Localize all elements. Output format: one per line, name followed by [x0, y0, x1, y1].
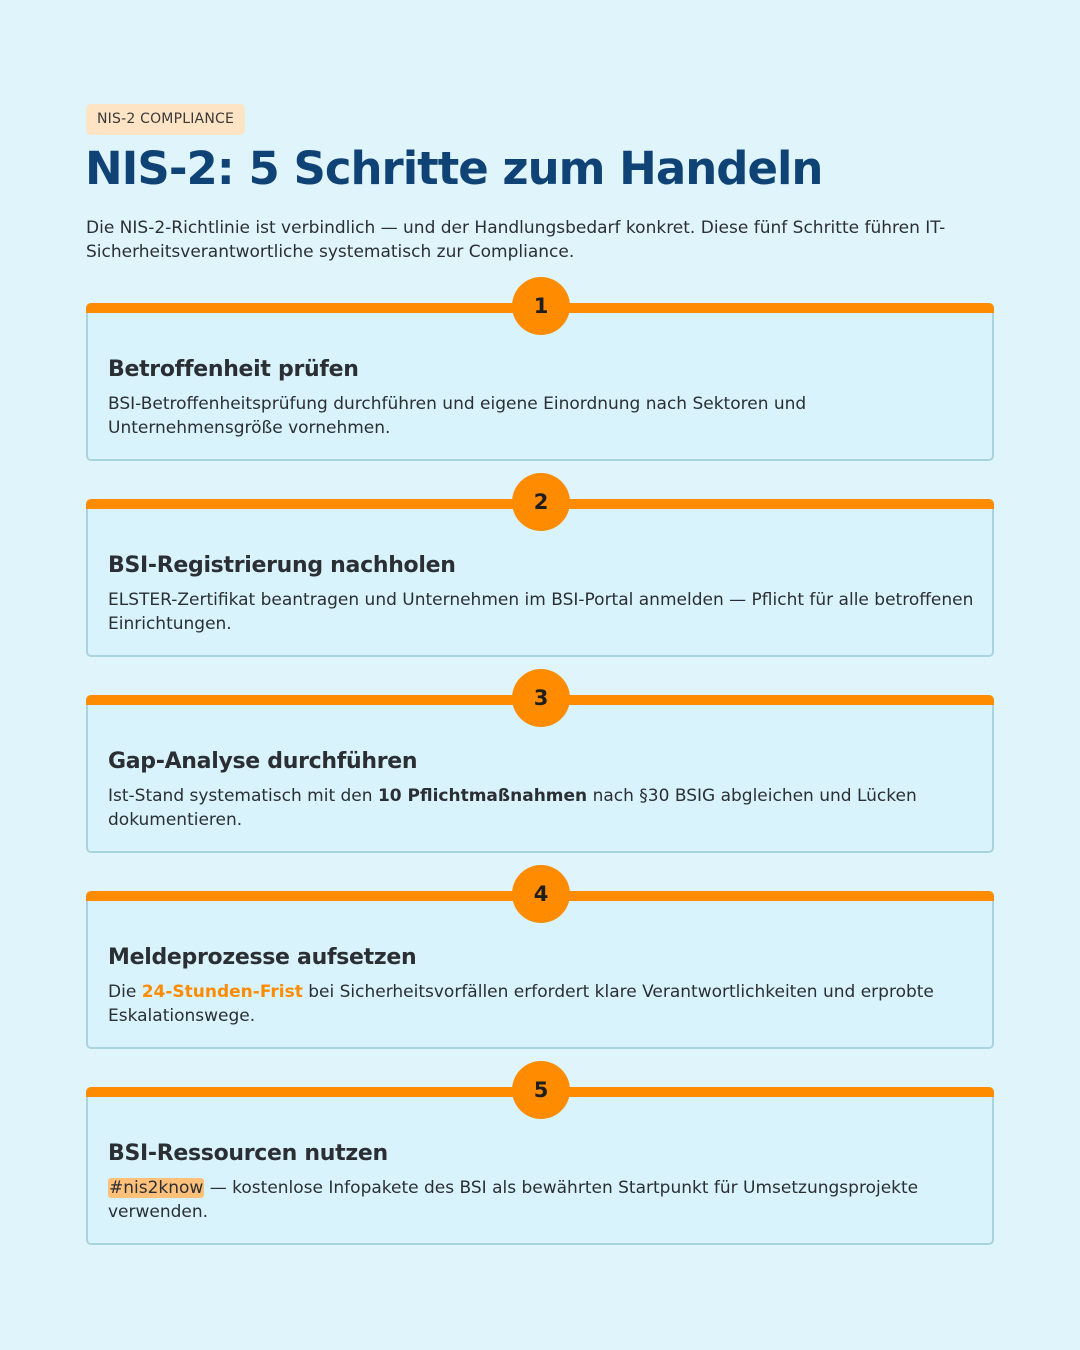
step-title: Betroffenheit prüfen — [108, 357, 359, 382]
step-title: BSI-Registrierung nachholen — [108, 553, 456, 578]
step-number-badge: 1 — [512, 277, 570, 335]
category-badge: NIS-2 COMPLIANCE — [86, 104, 245, 135]
step-card-1 — [86, 294, 994, 461]
step-card-3 — [86, 686, 994, 853]
intro-text: Die NIS-2-Richtlinie ist verbindlich — und der Handlungsbedarf konkret. Diese fünf Schritte führen IT-Sicherheitsverantwortliche systematisch zur Compliance. — [86, 218, 946, 262]
step-card-2 — [86, 490, 994, 657]
step-card-5 — [86, 1078, 994, 1245]
step-description: #nis2know — kostenlose Infopakete des BSI als bewährten Startpunkt für Umsetzungsprojekte verwenden. — [108, 1178, 919, 1222]
step-description: Die 24-Stunden-Frist bei Sicherheitsvorfällen erfordert klare Verantwortlichkeiten und erprobte Eskalationswege. — [108, 982, 934, 1026]
step-title: Meldeprozesse aufsetzen — [108, 945, 417, 970]
deadline-highlight: 24-Stunden-Frist — [141, 982, 303, 1002]
hashtag-highlight: #nis2know — [109, 1178, 204, 1198]
step-title: BSI-Ressourcen nutzen — [108, 1141, 388, 1166]
step-description: Ist-Stand systematisch mit den 10 Pflichtmaßnahmen nach §30 BSIG abgleichen und Lücken dokumentieren. — [108, 786, 917, 830]
step-number-badge: 3 — [512, 669, 570, 727]
page-title: NIS-2: 5 Schritte zum Handeln — [85, 142, 823, 195]
step-number-badge: 2 — [512, 473, 570, 531]
step-card-4 — [86, 882, 994, 1049]
step-description: ELSTER-Zertifikat beantragen und Unternehmen im BSI-Portal anmelden — Pflicht für alle betroffenen Einrichtungen. — [108, 590, 974, 634]
emphasis-text: 10 Pflichtmaßnahmen — [377, 786, 588, 806]
step-title: Gap-Analyse durchführen — [108, 749, 418, 774]
step-number-badge: 5 — [512, 1061, 570, 1119]
step-number-badge: 4 — [512, 865, 570, 923]
step-description: BSI-Betroffenheitsprüfung durchführen und eigene Einordnung nach Sektoren und Unternehmensgröße vornehmen. — [108, 394, 807, 438]
